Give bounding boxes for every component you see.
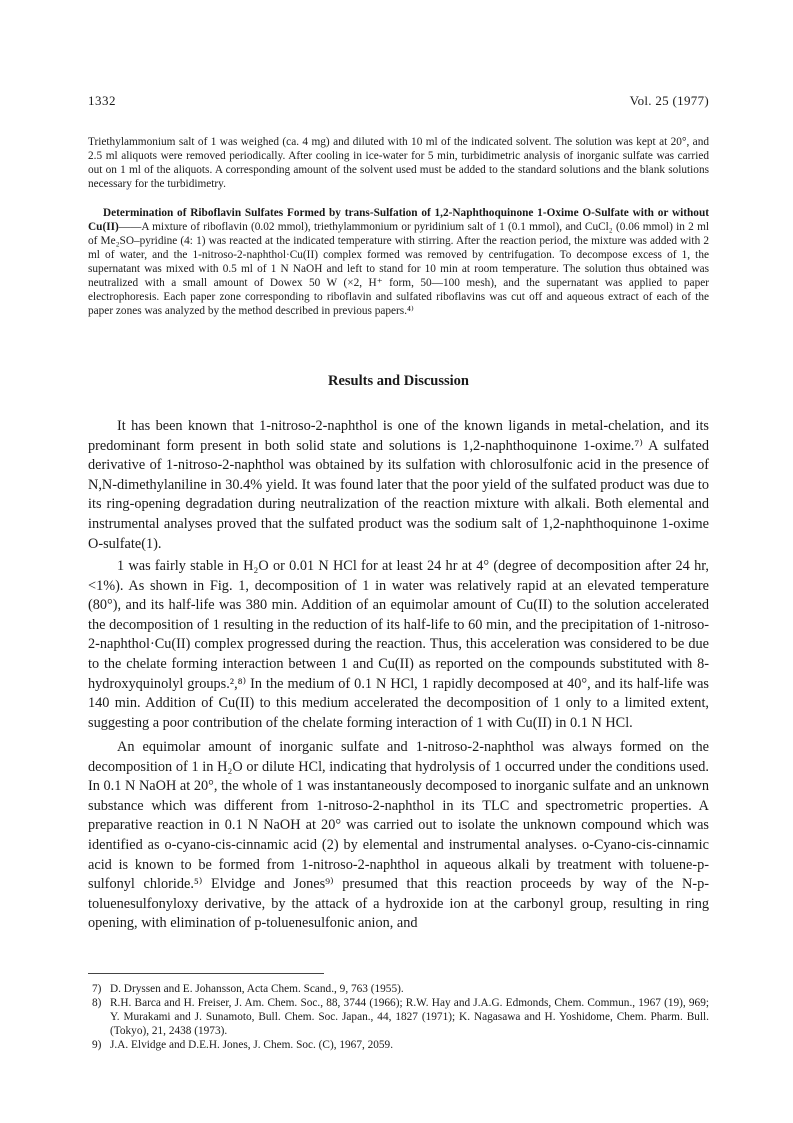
footnote-7 [88,982,709,996]
footnote-number: 9) [92,1039,102,1051]
footnote-divider [88,973,324,974]
volume-label: Vol. 25 (1977) [629,93,709,108]
experimental-paragraph-1 [88,135,709,191]
body-paragraph-2: 1 was fairly stable in H₂O or 0.01 N HCl for at least 24 hr at 4° (degree of decomposition after 24 hr, <1%). As shown in Fig. 1, decomposition of 1 in water was relatively rapid at an elevated temperature (80°), and its half-life was 380 min. Addition of an equimolar amount of Cu(II) to the solution accelerated the decomposition of 1 resulting in the reduction of its half-life to 60 min, and the precipitation of 1-nitroso-2-naphthol·Cu(II) complex progressed during the reaction. Thus, this acceleration was considered to be due to the chelate forming interaction between 1 and Cu(II) as reported on the compounds substituted with 8-hydroxyquinolyl groups.²,⁸⁾ In the medium of 0.1 N HCl, 1 rapidly decomposed at 40°, and its half-life was 140 min. Addition of Cu(II) to this medium accelerated the decomposition of 1 only to a limited extent, suggesting a poor contribution of the chelate forming interaction of 1 with Cu(II) in 0.1 N HCl. [88,558,709,731]
footnote-9 [88,1038,709,1052]
section-title: Results and Discussion [327,373,469,389]
footnote-number: 8) [92,997,102,1009]
footnote-text: J.A. Elvidge and D.E.H. Jones, J. Chem. Soc. (C), 1967, 2059. [110,1039,394,1051]
experimental-paragraph-2 [88,206,709,318]
body-paragraph-1: It has been known that 1-nitroso-2-naphthol is one of the known ligands in metal-chelation, and its predominant form present in both solid state and solutions is 1,2-naphthoquinone 1-oxime.⁷⁾ A sulfated derivative of 1-nitroso-2-naphthol was obtained by its sulfation with chlorosulfonic acid in the presence of N,N-dimethylaniline in 30.4% yield. It was found later that the poor yield of the sulfated product was due to its ring-opening degradation during neutralization of the reaction mixture with alkali. Both elemental and instrumental analyses proved that the sulfated product was the sodium salt of 1,2-naphthoquinone 1-oxime O-sulfate(1). [88,418,709,552]
experimental-text-2 [88,206,709,318]
page-number: 1332 [88,93,116,108]
running-header [88,93,709,109]
body-paragraph-3: An equimolar amount of inorganic sulfate and 1-nitroso-2-naphthol was always formed on the decomposition of 1 in H₂O or dilute HCl, indicating that hydrolysis of 1 occurred under the conditions used. In 0.1 N NaOH at 20°, the whole of 1 was instantaneously decomposed to inorganic sulfate and an unknown substance which was different from 1-nitroso-2-naphthol in its TLC and spectrometric properties. A preparative reaction in 0.1 N NaOH at 20° was carried out to isolate the unknown compound which was identified as o-cyano-cis-cinnamic acid (2) by elemental and instrumental analyses. o-Cyano-cis-cinnamic acid is known to be formed from 1-nitroso-2-naphthol in aqueous alkali by treatment with toluene-p-sulfonyl chloride.⁵⁾ Elvidge and Jones⁹⁾ presumed that this reaction proceeds by way of the N-p-toluenesulfonyloxy derivative, by the attack of a hydroxide ion at the carbonyl group, resulting in ring opening, with elimination of p-toluenesulfonic anion, and [88,739,709,932]
footnotes [88,982,709,1052]
footnote-text: D. Dryssen and E. Johansson, Acta Chem. Scand., 9, 763 (1955). [110,983,404,995]
method-body: ——A mixture of riboflavin (0.02 mmol), triethylammonium or pyridinium salt of 1 (0.1 mmol), and CuCl₂ (0.06 mmol) in 2 ml of Me₂SO–pyridine (4: 1) was reacted at the indicated temperature with stirring. After the reaction period, the mixture was added with 2 ml of water, and the 1-nitroso-2-naphthol·Cu(II) complex formed was removed by centrifugation. To decompose excess of 1, the supernatant was mixed with 0.5 ml of 1 N NaOH and left to stand for 10 min at room temperature. The solution thus obtained was neutralized with a small amount of Dowex 50 W (×2, H⁺ form, 50—100 mesh), and the supernatant was applied to paper electrophoresis. Each paper zone corresponding to riboflavin and sulfated riboflavins was cut off and aqueous extract of each of the paper zones was analyzed by the method described in previous papers.⁴⁾ [88,221,709,317]
footnote-text: R.H. Barca and H. Freiser, J. Am. Chem. Soc., 88, 3744 (1966); R.W. Hay and J.A.G. Edmonds, Chem. Commun., 1967 (19), 969; Y. Murakami and J. Sunamoto, Bull. Chem. Soc. Japan., 44, 1827 (1971); K. Nagasawa and H. Yoshidome, Chem. Pharm. Bull. (Tokyo), 21, 2438 (1973). [110,997,709,1037]
footnote-8 [88,996,709,1038]
method-heading: Determination of Riboflavin Sulfates Formed by trans-Sulfation of 1,2-Naphthoquinone 1-Oxime O-Sulfate with or without Cu(II) [88,207,709,233]
experimental-text-1: Triethylammonium salt of 1 was weighed (ca. 4 mg) and diluted with 10 ml of the indicated solvent. The solution was kept at 20°, and 2.5 ml aliquots were removed periodically. After cooling in ice-water for 5 min, turbidimetric analysis of inorganic sulfate was carried out on 1 ml of the aliquots. A corresponding amount of the solvent used must be added to the standard solutions and the blank solutions necessary for the turbidimetry. [88,136,709,190]
footnote-number: 7) [92,983,102,995]
